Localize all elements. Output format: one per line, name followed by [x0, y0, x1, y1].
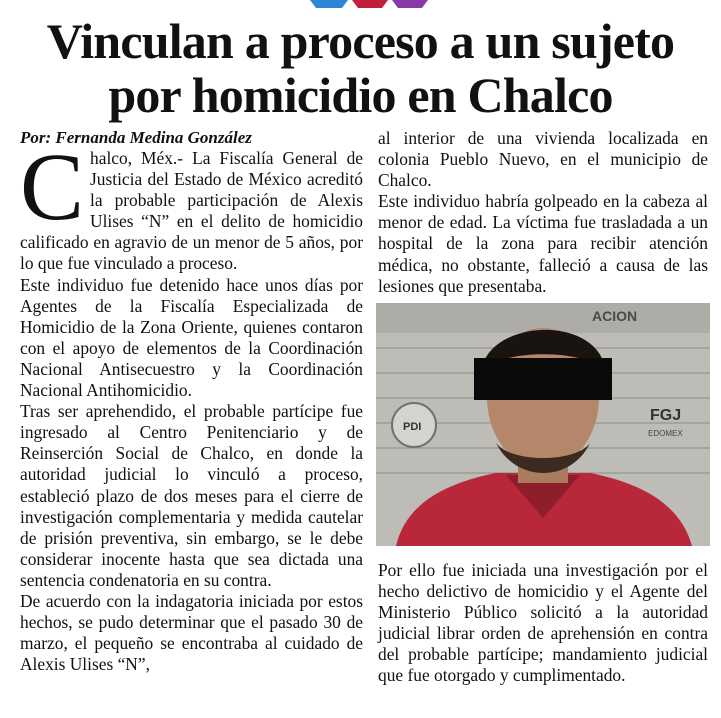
paragraph-6: Este individuo habría golpeado en la cabeza al menor de edad. La víctima fue trasladada a un hospital de la zona para recibir atención médica, no obstante, falleció a causa de las lesiones que presentaba.	[378, 191, 708, 296]
right-column-bottom	[378, 560, 708, 687]
paragraph-1-text: halco, Méx.- La Fiscalía General de Justicia del Estado de México acreditó la probable participación de Alexis Ulises “N” en el delito de homicidio calificado en agravio de un menor de 5 años, por lo que fue vinculado a proceso.	[20, 148, 363, 274]
paragraph-3: Tras ser aprehendido, el probable partícipe fue ingresado al Centro Penitenciario y de Reinserción Social de Chalco, en donde la autoridad judicial lo vinculó a proceso, estableció plazo de dos meses para el cierre de investigación complementaria y medida cautelar de prisión preventiva, sin embargo, se le debe considerar inocente hasta que sea dictada una sentencia condenatoria en su contra.	[20, 401, 363, 590]
wall-text-right-sub: EDOMEX	[648, 429, 683, 438]
byline: Por: Fernanda Medina González	[20, 128, 252, 147]
wall-text-left: PDI	[403, 421, 422, 433]
headline-line-1: Vinculan a proceso a un sujeto	[46, 13, 675, 69]
paragraph-2: Este individuo fue detenido hace unos días por Agentes de la Fiscalía Especializada de Homicidio de la Zona Oriente, quienes contaron con el apoyo de elementos de la Coordinación Nacional Antisecuestro y la Coordinación Nacional Antihomicidio.	[20, 274, 363, 401]
headline	[0, 14, 721, 122]
headline-line-2: por homicidio en Chalco	[108, 67, 613, 123]
right-column-top	[378, 128, 708, 297]
suspect-photo-illustration	[376, 303, 710, 546]
wall-text-right: FGJ	[650, 407, 682, 424]
paragraph-7: Por ello fue iniciada una investigación por el hecho delictivo de homicidio y el Agente del Ministerio Público solicitó a la autoridad judicial librar orden de aprehensión en contra del probable partícipe; mandamiento judicial que fue otorgado y cumplimentado.	[378, 560, 708, 686]
top-decoration	[270, 0, 450, 10]
wall-text-top: ACION	[592, 308, 638, 324]
suspect-photo	[376, 303, 710, 546]
censor-bar	[474, 358, 612, 400]
paragraph-5: al interior de una vivienda localizada en colonia Pueblo Nuevo, en el municipio de Chalco.	[378, 128, 708, 191]
drop-cap: C	[20, 133, 85, 240]
left-column	[20, 128, 363, 675]
paragraph-4: De acuerdo con la indagatoria iniciada por estos hechos, se pudo determinar que el pasado 30 de marzo, el pequeño se encontraba al cuidado de Alexis Ulises “N”,	[20, 590, 363, 675]
